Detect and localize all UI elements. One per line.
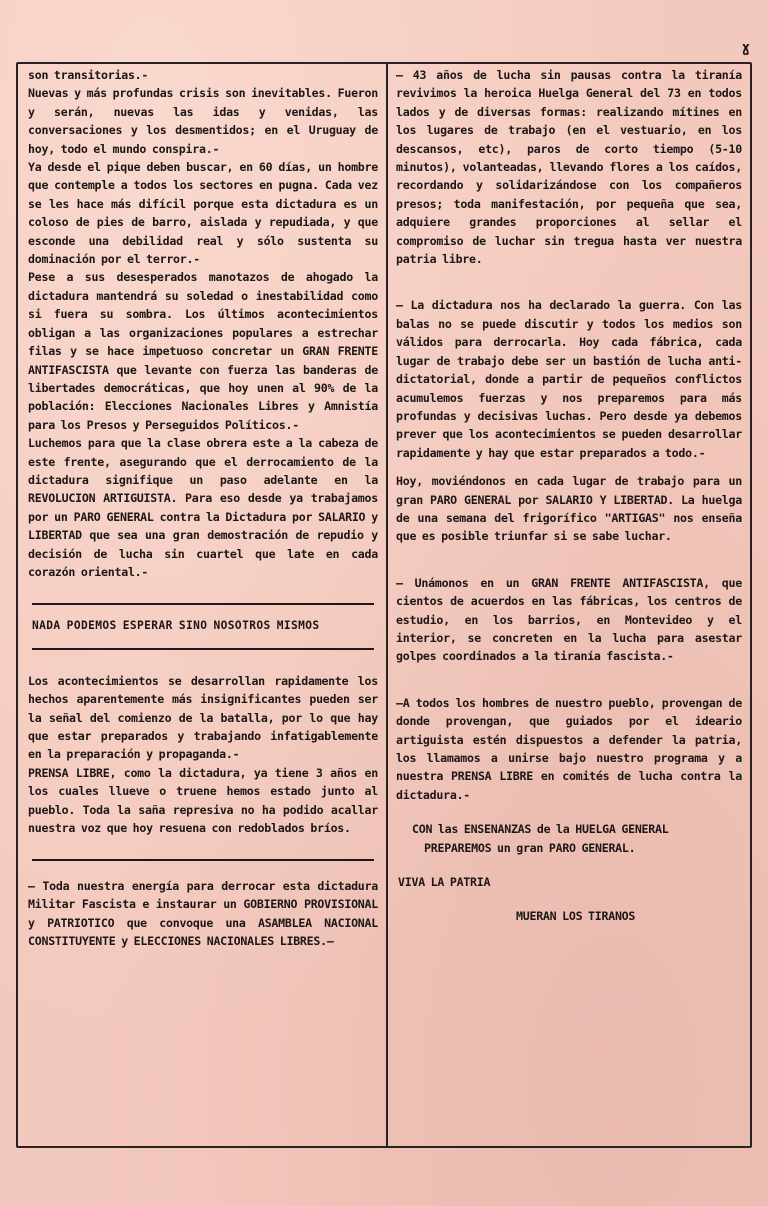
left-paragraph-7: PRENSA LIBRE, como la dictadura, ya tiene 3 años en los cuales llueve o truene hemos estado junto al pueblo. Toda la saña represiva no ha podido acallar nuestra voz que hoy resuena con redoblados bríos. <box>28 765 378 836</box>
left-paragraph-1: son transitorias.- <box>28 68 149 82</box>
left-paragraph-2: Nuevas y más profundas crisis son inevitables. Fueron y serán, nuevas las idas y venidas, las conversaciones y los desmentidos; en el Uruguay de hoy, todo el mundo conspira.- <box>28 86 378 156</box>
slogan-viva-la-patria: VIVA LA PATRIA <box>398 875 491 890</box>
right-column <box>396 66 742 926</box>
left-paragraph-8: — Toda nuestra energía para derrocar esta dictadura Militar Fascista e instaurar un GOBIERNO PROVISIONAL y PATRIOTICO que convoque una ASAMBLEA NACIONAL CONSTITUYENTE y ELECCIONES NACIONALES LIBRES.— <box>28 878 378 949</box>
slogan-paro-general: PREPAREMOS un gran PARO GENERAL. <box>424 840 636 855</box>
right-paragraph-3: Hoy, moviéndonos en cada lugar de trabajo para un gran PARO GENERAL por SALARIO Y LIBERTAD. La huelga de una semana del frigorífico "ARTIGAS" nos enseña que es posible triunfar si se sabe luchar. <box>396 474 742 544</box>
right-paragraph-1: — 43 años de lucha sin pausas contra la tiranía revivimos la heroica Huelga General del 73 en todos lados y de diversas formas: realizando mítines en los lugares de trabajo (en el vestuario, en los descansos, etc), paros de corto tiempo (5-10 minutos), volanteadas, llevando flores a los caídos, recordando y solidarizándose con los compañeros presos; toda manifestación, por pequeña que sea, adquiere grandes proporciones al sellar el compromiso de luchar sin tregua hasta ver nuestra patria libre. <box>396 68 742 267</box>
headline-rule-top <box>32 603 374 605</box>
slogan-enseñanzas: CON las ENSENANZAS de la HUELGA GENERAL <box>412 822 669 837</box>
right-paragraph-4: — Unámonos en un GRAN FRENTE ANTIFASCISTA, que cientos de acuerdos en las fábricas, los centros de estudio, en los barrios, en Montevideo y el interior, se concreten en la lucha para asestar golpes coordinados a la tiranía fascista.- <box>396 575 742 664</box>
left-paragraph-5: Luchemos para que la clase obrera este a la cabeza de este frente, asegurando que el derrocamiento de la dictadura signifique un paso adelante en la REVOLUCION ARTIGUISTA. Para eso desde ya trabajamos por un PARO GENERAL contra la Dictadura por SALARIO y LIBERTAD que sea una gran demostración de repudio y decisión de lucha sin cuartel que late en cada corazón oriental.- <box>28 436 378 579</box>
left-paragraph-3: Ya desde el pique deben buscar, en 60 días, un hombre que contemple a todos los sectores en pugna. Cada vez se les hace más difícil porque esta dictadura es un coloso de pies de barro, aislada y repudiada, y que esconde una debilidad real y sólo sustenta su dominación por el terror.- <box>28 160 378 267</box>
slogan-mueran-los-tiranos: MUERAN LOS TIRANOS <box>516 909 636 924</box>
headline: NADA PODEMOS ESPERAR SINO NOSOTROS MISMOS <box>32 619 320 633</box>
right-paragraph-5: —A todos los hombres de nuestro pueblo, provengan de donde provengan, que guiados por el ideario artiguista estén dispuestos a defender la patria, los llamamos a unirse bajo nuestro programa y a nuestra PRENSA LIBRE en comités de lucha contra la dictadura.- <box>396 695 742 802</box>
corner-mark: ɣ <box>741 40 750 56</box>
column-divider <box>386 62 388 1148</box>
left-paragraph-4: Pese a sus desesperados manotazos de ahogado la dictadura mantendrá su soledad o inestabilidad como si fuera su sombra. Los últimos acontecimientos obligan a las organizaciones populares a estrechar filas y se hace impetuoso concretar un GRAN FRENTE ANTIFASCISTA que levante con fuerza las banderas de libertades democráticas, que hoy unen al 90% de la población: Elecciones Nacionales Libres y Amnistía para los Presos y Perseguidos Políticos.- <box>28 270 378 432</box>
headline-rule-bottom <box>32 648 374 650</box>
right-paragraph-2: — La dictadura nos ha declarado la guerra. Con las balas no se puede discutir y todos los medios son válidos para derrocarla. Hoy cada fábrica, cada lugar de trabajo debe ser un bastión de lucha anti-dictatorial, donde a partir de pequeños conflictos acumulemos fuerzas y nos preparemos para más profundas y decisivas luchas. Pero desde ya debemos prever que los acontecimientos se pueden desarrollar rapidamente y hay que estar preparados a todo.- <box>396 298 742 460</box>
left-paragraph-6: Los acontecimientos se desarrollan rapidamente los hechos aparentemente más insignificantes pueden ser la señal del comienzo de la batalla, por lo que hay que estar preparados y trabajando infatigablemente en la preparación y propaganda.- <box>28 673 378 762</box>
section-rule <box>32 859 374 861</box>
left-column <box>28 66 378 951</box>
